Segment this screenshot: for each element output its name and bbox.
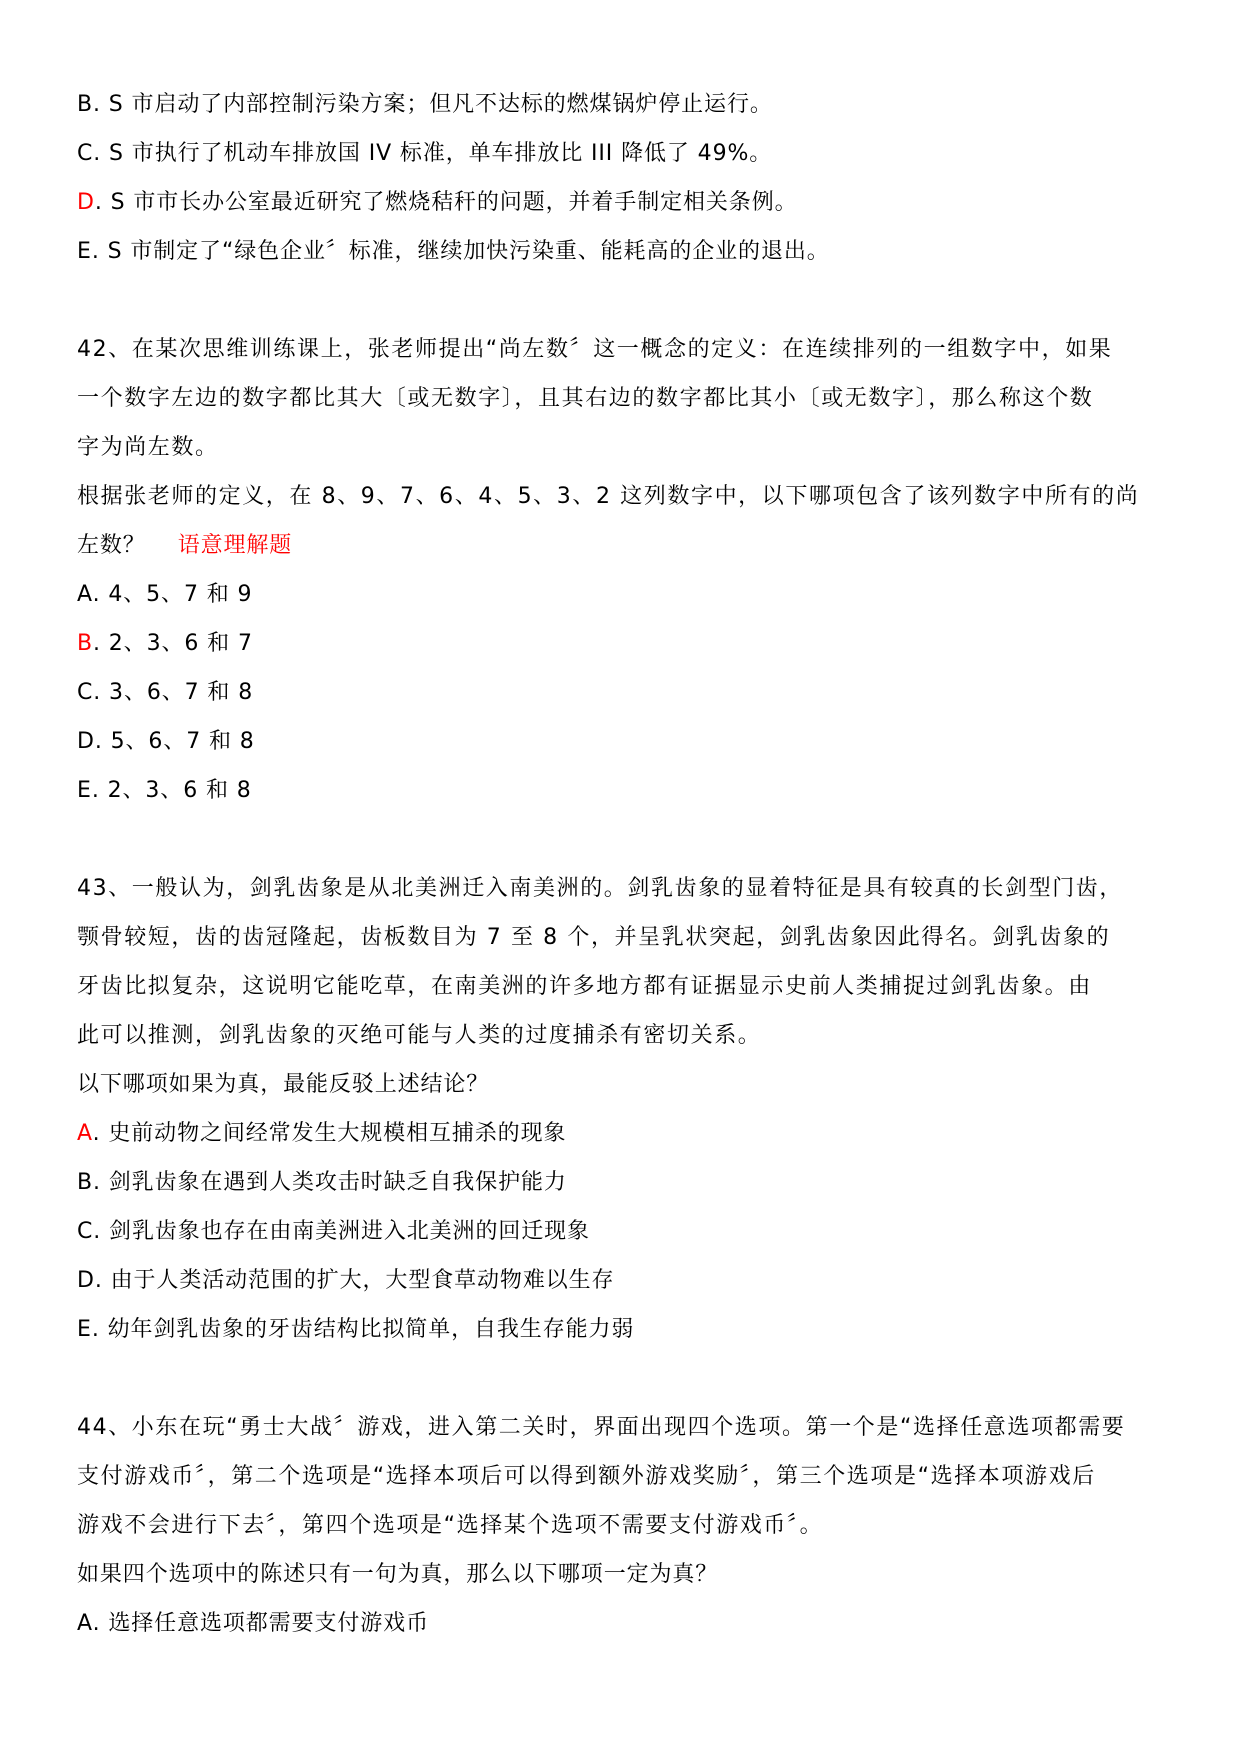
question-stem-line: 颚骨较短，齿的齿冠隆起，齿板数目为 7 至 8 个，并呈乳状突起，剑乳齿象因此得名。剑乳齿象的	[77, 925, 1111, 950]
question-stem-line: 一个数字左边的数字都比其大〔或无数字〕，且其右边的数字都比其小〔或无数字〕，那么称这个数	[77, 386, 1094, 411]
question-stem-line: 44、小东在玩“勇士大战〞游戏，进入第二关时，界面出现四个选项。第一个是“选择任意选项都需要	[77, 1415, 1126, 1440]
question-stem-line: 根据张老师的定义，在 8、9、7、6、4、5、3、2 这列数字中，以下哪项包含了该列数字中所有的尚	[77, 484, 1140, 509]
question-type-tag: 语意理解题	[177, 533, 293, 558]
question-stem-line: 牙齿比拟复杂，这说明它能吃草，在南美洲的许多地方都有证据显示史前人类捕捉过剑乳齿象。由	[77, 974, 1092, 999]
option-text: . 选择任意选项都需要支付游戏币	[92, 1611, 429, 1636]
question-stem-line: 此可以推测，剑乳齿象的灭绝可能与人类的过度捕杀有密切关系。	[77, 1023, 762, 1048]
option-letter: D	[77, 1268, 95, 1293]
option-text: . S 市启动了内部控制污染方案；但凡不达标的燃煤锅炉停止运行。	[93, 92, 773, 117]
option-b	[77, 80, 1165, 129]
option-text: . 史前动物之间经常发生大规模相互捕杀的现象	[92, 1121, 567, 1146]
option-letter: D	[77, 729, 95, 754]
question-stem-line: 42、在某次思维训练课上，张老师提出“尚左数〞这一概念的定义：在连续排列的一组数字中，如果	[77, 337, 1113, 362]
option-text: . 剑乳齿象也存在由南美洲进入北美洲的回迁现象	[93, 1219, 590, 1244]
option-text: . 幼年剑乳齿象的牙齿结构比拟简单，自我生存能力弱	[91, 1317, 635, 1342]
option-a	[77, 1109, 1165, 1158]
option-text: . 剑乳齿象在遇到人类攻击时缺乏自我保护能力	[93, 1170, 567, 1195]
question-stem-line: 43、一般认为，剑乳齿象是从北美洲迁入南美洲的。剑乳齿象的显着特征是具有较真的长剑型门齿，	[77, 876, 1123, 901]
option-text: . S 市市长办公室最近研究了燃烧秸秆的问题，并着手制定相关条例。	[94, 190, 798, 215]
option-e	[77, 766, 1165, 815]
option-text: . S 市制定了“绿色企业〞标准，继续加快污染重、能耗高的企业的退出。	[91, 239, 830, 264]
option-c	[77, 129, 1165, 178]
option-text: . S 市执行了机动车排放国 IV 标准，单车排放比 III 降低了 49%。	[93, 141, 773, 166]
option-letter-answer: B	[77, 631, 93, 656]
question-stem-line: 如果四个选项中的陈述只有一句为真，那么以下哪项一定为真？	[77, 1562, 719, 1587]
question-stem-end: 左数？	[77, 533, 146, 558]
option-c	[77, 668, 1165, 717]
option-letter: C	[77, 1219, 94, 1244]
option-letter: B	[77, 92, 93, 117]
option-letter: E	[77, 1317, 92, 1342]
option-letter: B	[77, 1170, 93, 1195]
question-42	[77, 325, 1165, 815]
option-letter: E	[77, 239, 92, 264]
option-e	[77, 227, 1165, 276]
question-stem-line: 支付游戏币〞，第二个选项是“选择本项后可以得到额外游戏奖励〞，第三个选项是“选择本项游戏后	[77, 1464, 1096, 1489]
option-letter: A	[77, 1611, 93, 1636]
option-text: . 2、3、6 和 7	[93, 631, 253, 656]
option-text: . 2、3、6 和 8	[91, 778, 252, 803]
option-text: . 3、6、7 和 8	[93, 680, 254, 705]
option-d	[77, 178, 1165, 227]
option-d	[77, 717, 1165, 766]
option-letter: E	[77, 778, 92, 803]
option-d	[77, 1256, 1165, 1305]
question-44	[77, 1403, 1165, 1648]
question-stem-line: 字为尚左数。	[77, 435, 219, 460]
question-stem-line: 游戏不会进行下去〞，第四个选项是“选择某个选项不需要支付游戏币〞。	[77, 1513, 824, 1538]
option-text: . 由于人类活动范围的扩大，大型食草动物难以生存	[94, 1268, 615, 1293]
option-letter: C	[77, 680, 94, 705]
option-letter: A	[77, 582, 93, 607]
question-stem-line	[77, 521, 1165, 570]
option-text: . 4、5、7 和 9	[92, 582, 253, 607]
option-letter-answer: D	[77, 190, 95, 215]
option-a	[77, 570, 1165, 619]
option-e	[77, 1305, 1165, 1354]
option-text: . 5、6、7 和 8	[94, 729, 255, 754]
option-c	[77, 1207, 1165, 1256]
option-letter-answer: A	[77, 1121, 93, 1146]
question-43	[77, 864, 1165, 1354]
question-stem-line: 以下哪项如果为真，最能反驳上述结论？	[77, 1072, 490, 1097]
option-b	[77, 1158, 1165, 1207]
option-b	[77, 619, 1165, 668]
option-a	[77, 1599, 1165, 1648]
option-letter: C	[77, 141, 94, 166]
q41-options	[77, 80, 1165, 276]
